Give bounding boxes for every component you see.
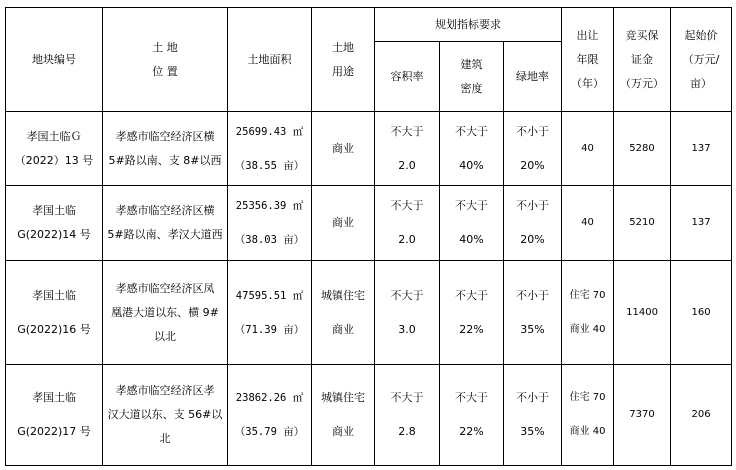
cell-use: 商业 bbox=[312, 186, 375, 261]
cell-far: 不大于 3.0 bbox=[375, 261, 440, 365]
cell-green: 不小于 20% bbox=[504, 112, 562, 186]
cell-area: 25356.39 ㎡ （38.03 亩） bbox=[228, 186, 312, 261]
cell-density: 不大于 40% bbox=[440, 112, 504, 186]
header-green: 绿地率 bbox=[504, 42, 562, 112]
cell-price: 160 bbox=[671, 261, 732, 365]
cell-term: 住宅 70 商业 40 bbox=[562, 261, 614, 365]
header-planning: 规划指标要求 bbox=[375, 8, 562, 42]
table-row bbox=[6, 365, 732, 466]
header-deposit: 竞买保 证金 （万元） bbox=[614, 8, 671, 112]
header-term: 出让 年限 （年） bbox=[562, 8, 614, 112]
cell-location: 孝感市临空经济区横 5#路以南、支 8#以西 bbox=[103, 112, 228, 186]
cell-green: 不小于 35% bbox=[504, 261, 562, 365]
cell-density: 不大于 22% bbox=[440, 261, 504, 365]
cell-term: 住宅 70 商业 40 bbox=[562, 365, 614, 466]
cell-plot: 孝国土临Ｇ （2022）13 号 bbox=[6, 112, 103, 186]
header-location: 土 地 位 置 bbox=[103, 8, 228, 112]
cell-deposit: 11400 bbox=[614, 261, 671, 365]
table-row bbox=[6, 261, 732, 365]
cell-far: 不大于 2.0 bbox=[375, 186, 440, 261]
cell-area: 47595.51 ㎡ （71.39 亩） bbox=[228, 261, 312, 365]
land-parcel-table bbox=[5, 7, 732, 466]
cell-location: 孝感市临空经济区横 5#路以南、孝汉大道西 bbox=[103, 186, 228, 261]
cell-far: 不大于 2.8 bbox=[375, 365, 440, 466]
cell-term: 40 bbox=[562, 186, 614, 261]
cell-term: 40 bbox=[562, 112, 614, 186]
header-price: 起始价 （万元/ 亩） bbox=[671, 8, 732, 112]
cell-green: 不小于 35% bbox=[504, 365, 562, 466]
cell-plot: 孝国土临 G(2022)17 号 bbox=[6, 365, 103, 466]
cell-far: 不大于 2.0 bbox=[375, 112, 440, 186]
cell-deposit: 7370 bbox=[614, 365, 671, 466]
cell-location: 孝感市临空经济区孝 汉大道以东、支 56#以 北 bbox=[103, 365, 228, 466]
cell-deposit: 5210 bbox=[614, 186, 671, 261]
header-area: 土地面积 bbox=[228, 8, 312, 112]
cell-density: 不大于 22% bbox=[440, 365, 504, 466]
header-far: 容积率 bbox=[375, 42, 440, 112]
header-plot-no: 地块编号 bbox=[6, 8, 103, 112]
cell-use: 城镇住宅 商业 bbox=[312, 261, 375, 365]
cell-location: 孝感市临空经济区凤 凰港大道以东、横 9# 以北 bbox=[103, 261, 228, 365]
cell-plot: 孝国土临 G(2022)14 号 bbox=[6, 186, 103, 261]
cell-density: 不大于 40% bbox=[440, 186, 504, 261]
cell-plot: 孝国土临 G(2022)16 号 bbox=[6, 261, 103, 365]
cell-deposit: 5280 bbox=[614, 112, 671, 186]
cell-use: 商业 bbox=[312, 112, 375, 186]
cell-price: 137 bbox=[671, 112, 732, 186]
table-row bbox=[6, 112, 732, 186]
cell-use: 城镇住宅 商业 bbox=[312, 365, 375, 466]
cell-price: 137 bbox=[671, 186, 732, 261]
header-use: 土地 用途 bbox=[312, 8, 375, 112]
cell-area: 25699.43 ㎡ （38.55 亩） bbox=[228, 112, 312, 186]
table-row bbox=[6, 186, 732, 261]
header-density: 建筑 密度 bbox=[440, 42, 504, 112]
cell-area: 23862.26 ㎡ （35.79 亩） bbox=[228, 365, 312, 466]
cell-price: 206 bbox=[671, 365, 732, 466]
cell-green: 不小于 20% bbox=[504, 186, 562, 261]
